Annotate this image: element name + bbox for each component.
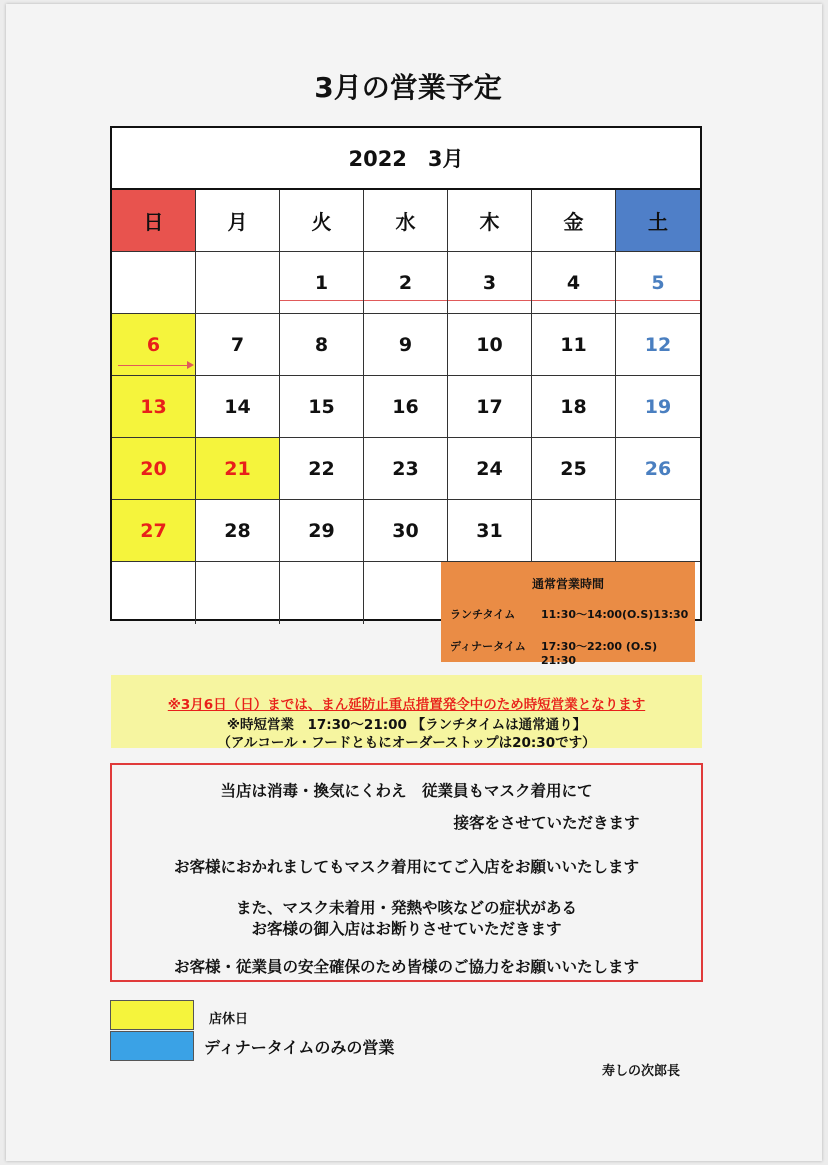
notice-line-1: ※3月6日（日）までは、まん延防止重点措置発令中のため時短営業となります — [167, 697, 646, 713]
calendar-empty-cell — [196, 562, 280, 624]
calendar-empty-cell — [196, 252, 280, 314]
calendar-empty-cell — [532, 500, 616, 562]
calendar-day-13: 13 — [112, 376, 196, 438]
message-line-2: 接客をさせていただきます — [453, 814, 640, 832]
calendar-day-8: 8 — [280, 314, 364, 376]
calendar-day-17: 17 — [448, 376, 532, 438]
calendar-empty-cell — [364, 562, 448, 624]
calendar-day-30: 30 — [364, 500, 448, 562]
calendar-day-20: 20 — [112, 438, 196, 500]
calendar-week-row — [112, 500, 700, 562]
calendar-empty-cell — [616, 500, 700, 562]
document-page — [6, 4, 822, 1161]
calendar-day-18: 18 — [532, 376, 616, 438]
calendar-day-25: 25 — [532, 438, 616, 500]
lunch-time: 11:30～14:00(O.S)13:30 — [541, 608, 689, 621]
arrow-icon — [118, 365, 192, 366]
calendar-week-row — [112, 438, 700, 500]
legend-dinner-only-label: ディナータイムのみの営業 — [204, 1038, 395, 1057]
weekday-tue: 火 — [280, 190, 364, 252]
calendar-day-28: 28 — [196, 500, 280, 562]
calendar-day-7: 7 — [196, 314, 280, 376]
business-hours-title: 通常営業時間 — [531, 577, 604, 591]
calendar — [110, 126, 702, 621]
shortened-hours-notice — [111, 675, 702, 751]
legend-closed-swatch — [110, 1000, 194, 1030]
calendar-day-2: 2 — [364, 252, 448, 314]
dinner-label: ディナータイム — [450, 640, 526, 653]
message-line-1: 当店は消毒・換気にくわえ 従業員もマスク着用にて — [220, 782, 593, 800]
calendar-day-6: 6 — [112, 314, 196, 376]
calendar-day-27: 27 — [112, 500, 196, 562]
calendar-day-19: 19 — [616, 376, 700, 438]
calendar-day-11: 11 — [532, 314, 616, 376]
calendar-day-24: 24 — [448, 438, 532, 500]
calendar-empty-cell — [112, 252, 196, 314]
restaurant-signature: 寿しの次郎長 — [602, 1064, 681, 1079]
weekday-sun: 日 — [112, 190, 196, 252]
calendar-day-3: 3 — [448, 252, 532, 314]
dinner-time: 17:30～22:00 (O.S) 21:30 — [541, 640, 658, 667]
calendar-day-15: 15 — [280, 376, 364, 438]
calendar-day-29: 29 — [280, 500, 364, 562]
calendar-week-row — [112, 314, 700, 376]
calendar-day-26: 26 — [616, 438, 700, 500]
weekday-row — [112, 190, 700, 252]
message-line-6: お客様・従業員の安全確保のため皆様のご協力をお願いいたします — [173, 958, 639, 976]
lunch-label: ランチタイム — [450, 608, 516, 621]
weekday-wed: 水 — [364, 190, 448, 252]
calendar-day-1: 1 — [280, 252, 364, 314]
calendar-empty-cell — [112, 562, 196, 624]
calendar-day-31: 31 — [448, 500, 532, 562]
calendar-day-23: 23 — [364, 438, 448, 500]
calendar-day-12: 12 — [616, 314, 700, 376]
calendar-day-16: 16 — [364, 376, 448, 438]
weekday-thu: 木 — [448, 190, 532, 252]
message-line-3: お客様におかれましてもマスク着用にてご入店をお願いいたします — [173, 858, 639, 876]
message-line-5: お客様の御入店はお断りさせていただきます — [251, 920, 562, 938]
weekday-fri: 金 — [532, 190, 616, 252]
calendar-day-10: 10 — [448, 314, 532, 376]
safety-message-box — [110, 763, 703, 982]
legend-dinner-only-swatch — [110, 1031, 194, 1061]
notice-line-2: ※時短営業 17:30～21:00 【ランチタイムは通常通り】 — [226, 717, 587, 733]
calendar-day-14: 14 — [196, 376, 280, 438]
notice-line-3: （アルコール・フードともにオーダーストップは20:30です） — [217, 735, 596, 751]
calendar-week-row — [112, 252, 700, 314]
calendar-day-21: 21 — [196, 438, 280, 500]
calendar-empty-cell — [280, 562, 364, 624]
page-title: 3月の営業予定 — [314, 71, 502, 104]
weekday-sat: 土 — [616, 190, 700, 252]
calendar-day-4: 4 — [532, 252, 616, 314]
message-line-4: また、マスク未着用・発熱や咳などの症状がある — [235, 899, 577, 917]
calendar-grid — [112, 190, 700, 624]
calendar-day-9: 9 — [364, 314, 448, 376]
legend-closed-label: 店休日 — [209, 1012, 249, 1027]
calendar-day-22: 22 — [280, 438, 364, 500]
business-hours-box — [441, 562, 695, 667]
calendar-week-row — [112, 376, 700, 438]
calendar-header: 2022 3月 — [112, 128, 700, 190]
weekday-mon: 月 — [196, 190, 280, 252]
calendar-day-5: 5 — [616, 252, 700, 314]
